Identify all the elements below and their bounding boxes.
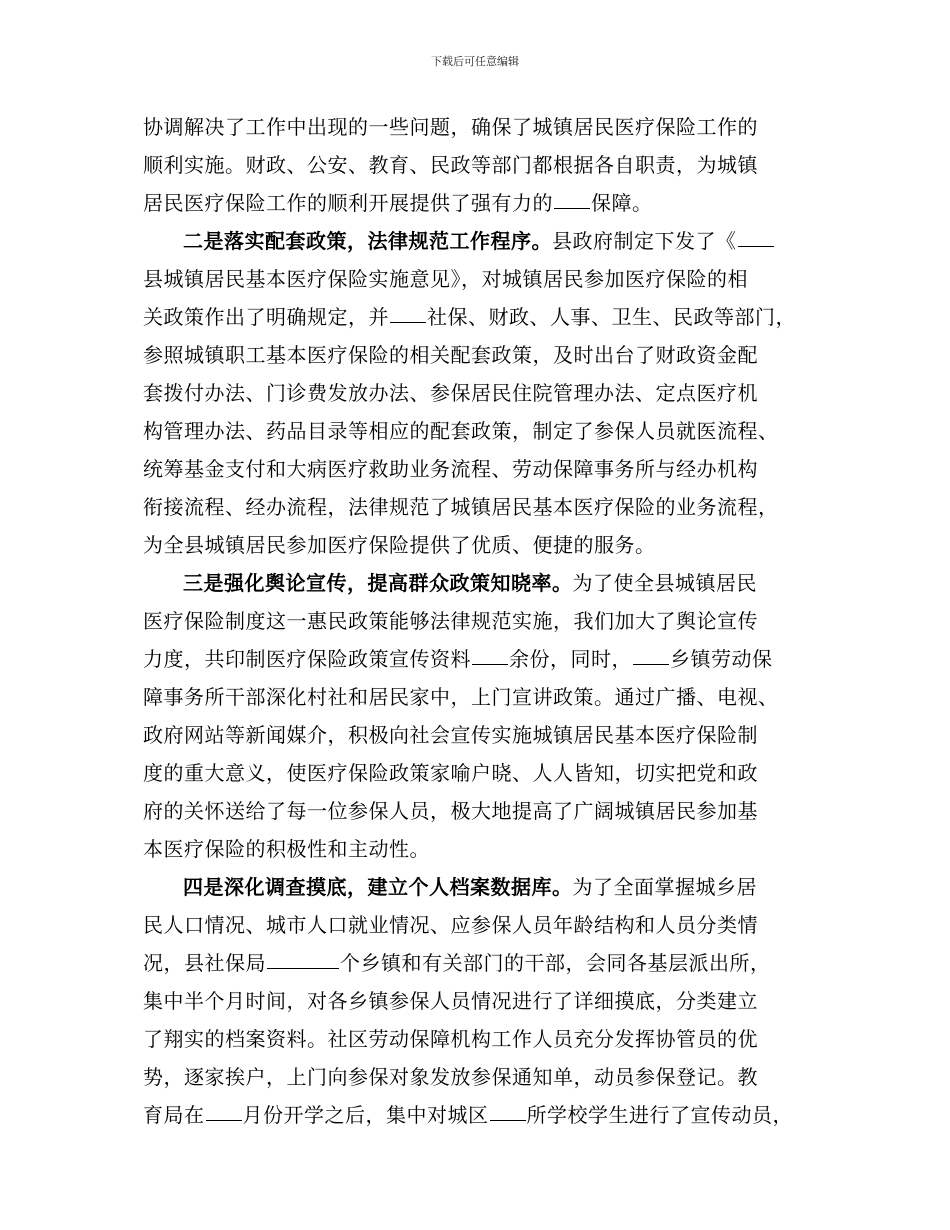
text-line: 衔接流程、经办流程，法律规范了城镇居民基本医疗保险的业务流程，: [143, 495, 779, 519]
text-line: 度的重大意义，使医疗保险政策家喻户晓、人人皆知，切实把党和政: [143, 761, 758, 785]
text-line: 势，逐家挨户，上门向参保对象发放参保通知单，动员参保登记。教: [143, 1065, 758, 1089]
text-segment: 社保、财政、人事、卫生、民政等部门，: [427, 305, 796, 329]
text-line: 障事务所干部深化村社和居民家中，上门宣讲政策。通过广播、电视、: [143, 685, 779, 709]
text-line: 构管理办法、药品目录等相应的配套政策，制定了参保人员就医流程、: [143, 419, 779, 443]
paragraph-heading: 四是深化调查摸底，建立个人档案数据库。: [183, 875, 573, 899]
paragraph-start-line: [143, 564, 823, 602]
text-segment: 居民医疗保险工作的顺利开展提供了强有力的: [143, 191, 553, 215]
text-segment: 余份，同时，: [509, 647, 632, 671]
fill-blank: [490, 1096, 526, 1121]
text-line: 为全县城镇居民参加医疗保险提供了优质、便捷的服务。: [143, 533, 656, 557]
text-line: [143, 640, 823, 678]
text-line: 民人口情况、城市人口就业情况、应参保人员年龄结构和人员分类情: [143, 913, 758, 937]
text-segment: 保障。: [591, 191, 653, 215]
paragraph-heading: 二是落实配套政策，法律规范工作程序。: [183, 229, 552, 253]
fill-blank: [472, 640, 508, 665]
text-line: [143, 184, 823, 222]
fill-blank: [267, 944, 339, 969]
text-segment: 力度，共印制医疗保险政策宣传资料: [143, 647, 471, 671]
text-line: 府的关怀送给了每一位参保人员，极大地提高了广阔城镇居民参加基: [143, 799, 758, 823]
fill-blank: [206, 1096, 242, 1121]
paragraph-start-line: [143, 222, 823, 260]
text-line: 统筹基金支付和大病医疗救助业务流程、劳动保障事务所与经办机构: [143, 457, 758, 481]
paragraph-start-line: [143, 868, 823, 906]
text-segment: 月份开学之后，集中对城区: [242, 1103, 489, 1127]
text-line: 套拨付办法、门诊费发放办法、参保居民住院管理办法、定点医疗机: [143, 381, 758, 405]
text-segment: 所学校学生进行了宣传动员，: [526, 1103, 793, 1127]
text-line: [143, 1096, 823, 1134]
fill-blank: [390, 298, 426, 323]
text-line: 协调解决了工作中出现的一些问题，确保了城镇居民医疗保险工作的: [143, 115, 758, 139]
text-segment: 况，县社保局: [143, 951, 266, 975]
text-segment: 个乡镇和有关部门的干部，会同各基层派出所，: [340, 951, 771, 975]
text-line: 顺利实施。财政、公安、教育、民政等部门都根据各自职责，为城镇: [143, 153, 758, 177]
text-line: 医疗保险制度这一惠民政策能够法律规范实施，我们加大了舆论宣传: [143, 609, 758, 633]
page-header: 下载后可任意编辑: [431, 55, 519, 68]
document-body: [143, 108, 823, 1134]
text-line: 了翔实的档案资料。社区劳动保障机构工作人员充分发挥协管员的优: [143, 1027, 758, 1051]
fill-blank: [738, 222, 774, 247]
text-line: 集中半个月时间，对各乡镇参保人员情况进行了详细摸底，分类建立: [143, 989, 758, 1013]
text-line: 参照城镇职工基本医疗保险的相关配套政策，及时出台了财政资金配: [143, 343, 758, 367]
text-line: [143, 298, 823, 336]
text-segment: 县政府制定下发了《: [552, 229, 737, 253]
fill-blank: [633, 640, 669, 665]
text-line: 县城镇居民基本医疗保险实施意见》，对城镇居民参加医疗保险的相: [143, 267, 748, 291]
text-segment: 为了全面掌握城乡居: [572, 875, 757, 899]
paragraph-heading: 三是强化舆论宣传，提高群众政策知晓率。: [183, 571, 573, 595]
text-segment: 关政策作出了明确规定，并: [143, 305, 389, 329]
text-segment: 乡镇劳动保: [670, 647, 773, 671]
text-line: [143, 944, 823, 982]
text-line: 本医疗保险的积极性和主动性。: [143, 837, 430, 861]
text-segment: 为了使全县城镇居民: [572, 571, 757, 595]
text-line: 政府网站等新闻媒介，积极向社会宣传实施城镇居民基本医疗保险制: [143, 723, 758, 747]
fill-blank: [554, 184, 590, 209]
text-segment: 育局在: [143, 1103, 205, 1127]
